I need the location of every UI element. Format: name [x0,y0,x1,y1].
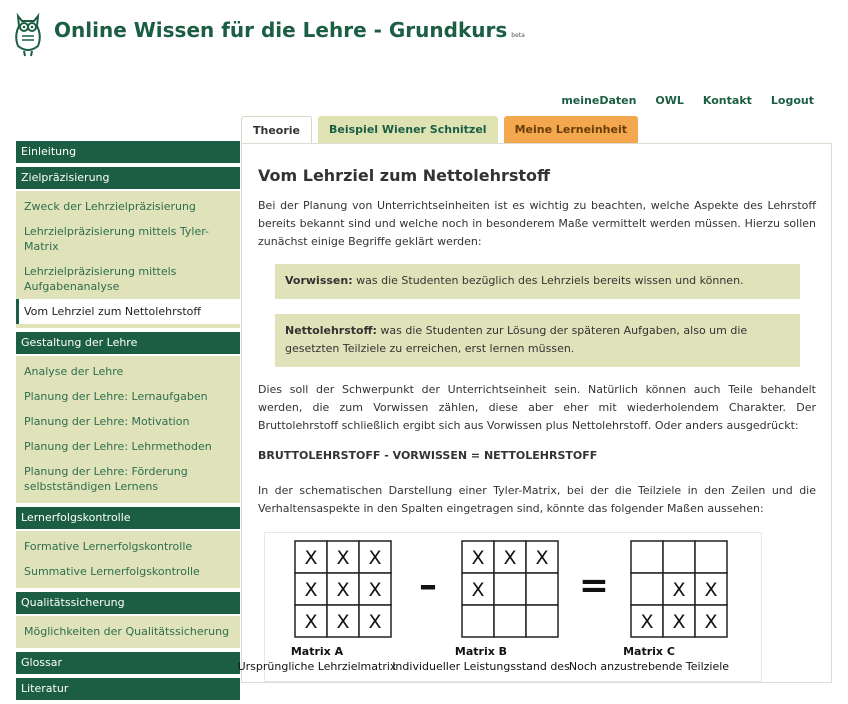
matrix-b-cell [494,573,526,605]
main-content [237,143,832,683]
tab-beispiel-wiener-schnitzel[interactable]: Beispiel Wiener Schnitzel [318,116,498,143]
matrix-b-mark: X [503,547,517,569]
sidebar-group-qualitaetssicherung [16,616,240,648]
equals-operator: = [578,565,610,606]
matrix-a-mark: X [304,579,318,601]
sidebar-item-motivation[interactable]: Planung der Lehre: Motivation [24,415,190,428]
page-title: Vom Lehrziel zum Nettolehrstoff [258,166,550,185]
matrix-a-mark: X [368,611,382,633]
formula-text: BRUTTOLEHRSTOFF - VORWISSEN = NETTOLEHRSTOFF [258,449,598,462]
content-tabs [241,116,638,144]
matrix-c-mark: X [704,611,718,633]
matrix-b-mark: X [471,547,485,569]
definition-term-nettolehrstoff: Nettolehrstoff: [285,324,377,337]
matrix-b-description: Individueller Leistungsstand des [392,660,570,673]
tab-theorie[interactable]: Theorie [241,116,312,144]
matrix-c-cell [663,541,695,573]
intro-paragraph: Bei der Planung von Unterrichtseinheiten ist es wichtig zu beachten, welche Aspekte des Lehrstoff bereits bekannt sind und welche noch in besonderem Maße vermittelt werden müssen. Hierzu sollen zunächst einige Begriffe geklärt werden: [258,199,816,248]
sidebar-item-zweck[interactable]: Zweck der Lehrzielpräzisierung [24,200,196,213]
matrix-c-cell [695,541,727,573]
sidebar-item-aufgabenanalyse[interactable]: Lehrzielpräzisierung mittels Aufgabenanalyse [24,265,177,293]
matrix-b-cell [526,605,558,637]
sidebar-section-glossar[interactable]: Glossar [16,652,240,674]
definition-text-nettolehrstoff: was die Studenten zur Lösung der späteren Aufgaben, also um die gesetzten Teilziele zu erreichen, erst lernen müssen. [285,324,748,355]
site-title[interactable] [54,18,525,42]
schematic-paragraph: In der schematischen Darstellung einer Tyler-Matrix, bei der die Teilziele in den Zeilen und die Verhaltensaspekte in den Spalten eingetragen sind, könnte das folgender Maßen aussehen: [258,484,816,515]
matrix-a-mark: X [368,579,382,601]
nav-meinedaten-link[interactable]: meineDaten [561,94,637,107]
sidebar-item-tyler-matrix[interactable]: Lehrzielpräzisierung mittels Tyler-Matrix [24,225,210,253]
sidebar-item-foerderung[interactable]: Planung der Lehre: Förderung selbstständigen Lernens [24,465,188,493]
matrix-a-mark: X [336,579,350,601]
matrix-c-mark: X [672,579,686,601]
matrix-a-description: Ursprüngliche Lehrzielmatrix [237,660,397,673]
sidebar-section-qualitaetssicherung[interactable]: Qualitätssicherung [16,592,240,614]
matrix-a-mark: X [336,611,350,633]
sidebar-section-lernerfolgskontrolle[interactable]: Lernerfolgskontrolle [16,507,240,529]
matrix-c-name: Matrix C [623,645,675,658]
matrix-b-cell [526,573,558,605]
matrix-a-name: Matrix A [290,645,344,658]
sidebar-item-nettolehrstoff[interactable]: Vom Lehrziel zum Nettolehrstoff [16,299,240,324]
matrix-b-cell [494,605,526,637]
matrix-c-description: Noch anzustrebende Teilziele [568,660,730,673]
sidebar-section-gestaltung[interactable]: Gestaltung der Lehre [16,332,240,354]
sidebar-section-einleitung[interactable]: Einleitung [16,141,240,163]
matrix-c-mark: X [640,611,654,633]
tab-meine-lerneinheit[interactable]: Meine Lerneinheit [504,116,638,143]
sidebar-group-lernerfolgskontrolle [16,531,240,588]
sidebar-section-zielpraezisierung[interactable]: Zielpräzisierung [16,167,240,189]
sidebar-section-literatur[interactable]: Literatur [16,678,240,700]
sidebar [16,141,240,704]
sidebar-item-moeglichkeiten[interactable]: Möglichkeiten der Qualitätssicherung [24,625,230,638]
matrix-b-caption [391,644,571,674]
definition-box-nettolehrstoff [275,314,800,367]
definition-text-vorwissen: was die Studenten bezüglich des Lehrziels bereits wissen und können. [356,274,744,287]
matrix-c-mark: X [672,611,686,633]
nav-owl-link[interactable]: OWL [655,94,684,107]
matrix-b-mark: X [471,579,485,601]
beta-badge: beta [511,32,525,39]
matrix-c-cell [631,541,663,573]
sidebar-item-lehrmethoden[interactable]: Planung der Lehre: Lehrmethoden [24,440,212,453]
definition-box-vorwissen [275,264,800,299]
minus-operator: – [419,565,437,606]
site-title-text[interactable]: Online Wissen für die Lehre - Grundkurs [54,18,508,42]
matrix-c-caption [559,644,739,674]
matrix-a-caption [227,644,407,674]
matrix-a-mark: X [336,547,350,569]
owl-logo-icon[interactable] [12,10,44,58]
definition-term-vorwissen: Vorwissen: [285,274,353,287]
schwerpunkt-paragraph: Dies soll der Schwerpunkt der Unterrichtseinheit sein. Natürlich können auch Teile behandelt werden, die zum Vorwissen zählen, diese aber eher mit wiederholendem Charakter. Der Bruttolehrstoff schließlich ergibt sich aus Vorwissen plus Nettolehrstoff. Oder anders ausgedrückt: [258,383,816,432]
matrix-c-mark: X [704,579,718,601]
sidebar-item-formative[interactable]: Formative Lernerfolgskontrolle [24,540,193,553]
matrix-a-mark: X [304,547,318,569]
matrix-a-mark: X [304,611,318,633]
nav-logout-link[interactable]: Logout [770,94,814,107]
matrix-b-mark: X [535,547,549,569]
sidebar-item-analyse[interactable]: Analyse der Lehre [24,365,124,378]
sidebar-item-lernaufgaben[interactable]: Planung der Lehre: Lernaufgaben [24,390,208,403]
sidebar-group-gestaltung [16,356,240,503]
matrix-c-cell [631,573,663,605]
tyler-matrix-figure [237,532,762,682]
sidebar-item-summative[interactable]: Summative Lernerfolgskontrolle [24,565,200,578]
nav-kontakt-link[interactable]: Kontakt [702,94,752,107]
matrix-a-mark: X [368,547,382,569]
top-navigation [561,94,814,107]
sidebar-group-zielpraezisierung [16,191,240,328]
matrix-b-name: Matrix B [454,645,508,658]
matrix-b-cell [462,605,494,637]
